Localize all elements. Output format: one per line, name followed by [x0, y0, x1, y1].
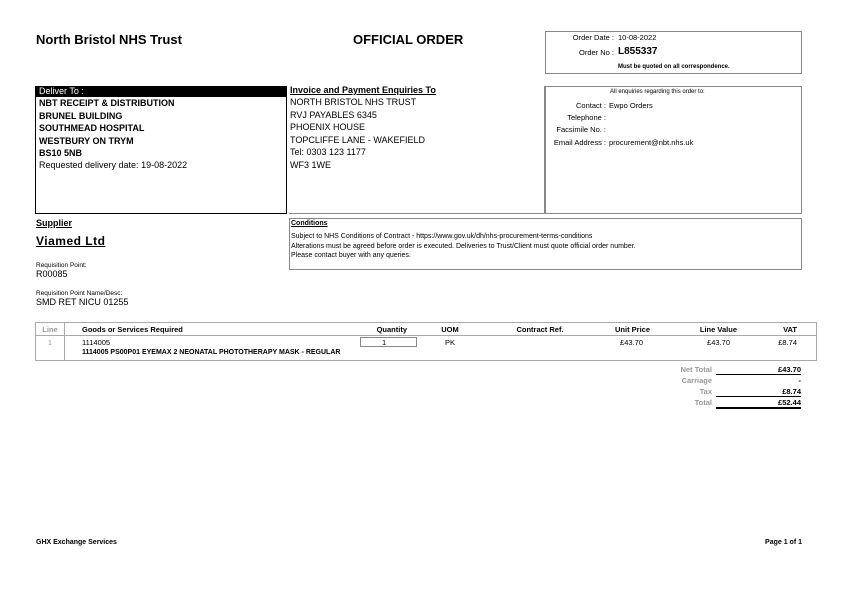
invoice-box	[289, 86, 545, 214]
net-total-label: Net Total	[680, 365, 712, 374]
tax-label: Tax	[699, 387, 712, 396]
deliver-line: SOUTHMEAD HOSPITAL	[39, 123, 145, 133]
order-date-value: 10-08-2022	[618, 33, 657, 42]
total-value: £52.44	[716, 398, 801, 409]
row-quantity-box	[360, 337, 417, 347]
net-total-value: £43.70	[716, 365, 801, 375]
order-no-label: Order No :	[578, 48, 614, 57]
invoice-line: WF3 1WE	[290, 159, 332, 170]
row-quantity: 1	[382, 338, 387, 347]
row-line-value: £43.70	[707, 338, 730, 347]
fax-label: Facsimile No. :	[556, 125, 606, 134]
requisition-point-value: R00085	[36, 269, 68, 279]
contact-value: Ewpo Orders	[609, 101, 653, 110]
order-date-label: Order Date :	[572, 33, 614, 42]
email-value: procurement@nbt.nhs.uk	[609, 138, 694, 147]
invoice-line: RVJ PAYABLES 6345	[290, 109, 377, 120]
invoice-line: Tel: 0303 123 1177	[290, 147, 366, 157]
col-header-vat: VAT	[783, 325, 797, 334]
requisition-point-label: Requisition Point:	[36, 262, 87, 269]
tax-value: £8.74	[716, 387, 801, 397]
order-no-value: L855337	[618, 46, 658, 57]
deliver-to-title: Deliver To :	[39, 86, 84, 96]
invoice-address	[290, 96, 425, 171]
row-uom: PK	[444, 338, 455, 347]
col-header-unit-price: Unit Price	[614, 325, 650, 334]
deliver-line: BRUNEL BUILDING	[39, 110, 123, 121]
row-description: 1114005 PS00P01 EYEMAX 2 NEONATAL PHOTOTHERAPY MASK - REGULAR	[82, 349, 341, 356]
deliver-to-address	[39, 97, 175, 160]
email-label: Email Address :	[553, 138, 606, 147]
row-vat: £8.74	[778, 338, 797, 347]
col-header-contract: Contract Ref.	[516, 325, 564, 334]
col-header-uom: UOM	[441, 325, 459, 334]
col-header-line: Line	[42, 325, 58, 334]
conditions-line: Subject to NHS Conditions of Contract - https://www.gov.uk/dh/nhs-procurement-terms-conditions	[291, 233, 593, 240]
invoice-line: PHOENIX HOUSE	[290, 122, 366, 132]
conditions-box	[289, 218, 802, 270]
conditions-title: Conditions	[291, 220, 328, 227]
supplier-title: Supplier	[36, 218, 73, 228]
deliver-to-box	[35, 86, 287, 214]
carriage-label: Carriage	[681, 376, 712, 385]
deliver-line: WESTBURY ON TRYM	[39, 135, 134, 146]
document-title: OFFICIAL ORDER	[353, 32, 464, 47]
requested-delivery-date: Requested delivery date: 19-08-2022	[39, 160, 188, 170]
requisition-point-name-value: SMD RET NICU 01255	[36, 297, 129, 307]
enquiries-heading: All enquiries regarding this order to:	[610, 89, 705, 95]
conditions-line: Please contact buyer with any queries.	[291, 252, 411, 259]
row-line-number: 1	[47, 338, 53, 347]
conditions-line: Alterations must be agreed before order is executed. Deliveries to Trust/Client must quote official order number.	[291, 242, 636, 250]
order-info-box	[545, 31, 802, 74]
total-label: Total	[694, 398, 712, 407]
enquiries-box	[545, 86, 802, 214]
supplier-name: Viamed Ltd	[36, 234, 106, 248]
col-header-goods: Goods or Services Required	[82, 325, 183, 334]
footer-provider: GHX Exchange Services	[36, 539, 117, 546]
telephone-label: Telephone :	[567, 113, 606, 122]
deliver-line: BS10 5NB	[39, 148, 83, 158]
deliver-line: NBT RECEIPT & DISTRIBUTION	[39, 98, 175, 108]
carriage-value: -	[798, 376, 801, 385]
page-number: Page 1 of 1	[765, 539, 802, 546]
organisation-name: North Bristol NHS Trust	[36, 32, 182, 47]
contact-label: Contact :	[575, 101, 606, 110]
row-item-code: 1114005	[82, 338, 111, 347]
order-no-note: Must be quoted on all correspondence.	[618, 64, 730, 70]
requisition-point-name-label: Requisition Point Name/Desc:	[36, 290, 123, 297]
col-header-line-value: Line Value	[699, 325, 737, 334]
invoice-line: TOPCLIFFE LANE - WAKEFIELD	[290, 134, 426, 145]
invoice-title: Invoice and Payment Enquiries To	[290, 85, 436, 95]
conditions-text	[291, 232, 636, 261]
row-unit-price: £43.70	[620, 338, 643, 347]
col-header-quantity: Quantity	[376, 325, 407, 334]
invoice-line: NORTH BRISTOL NHS TRUST	[290, 97, 417, 107]
